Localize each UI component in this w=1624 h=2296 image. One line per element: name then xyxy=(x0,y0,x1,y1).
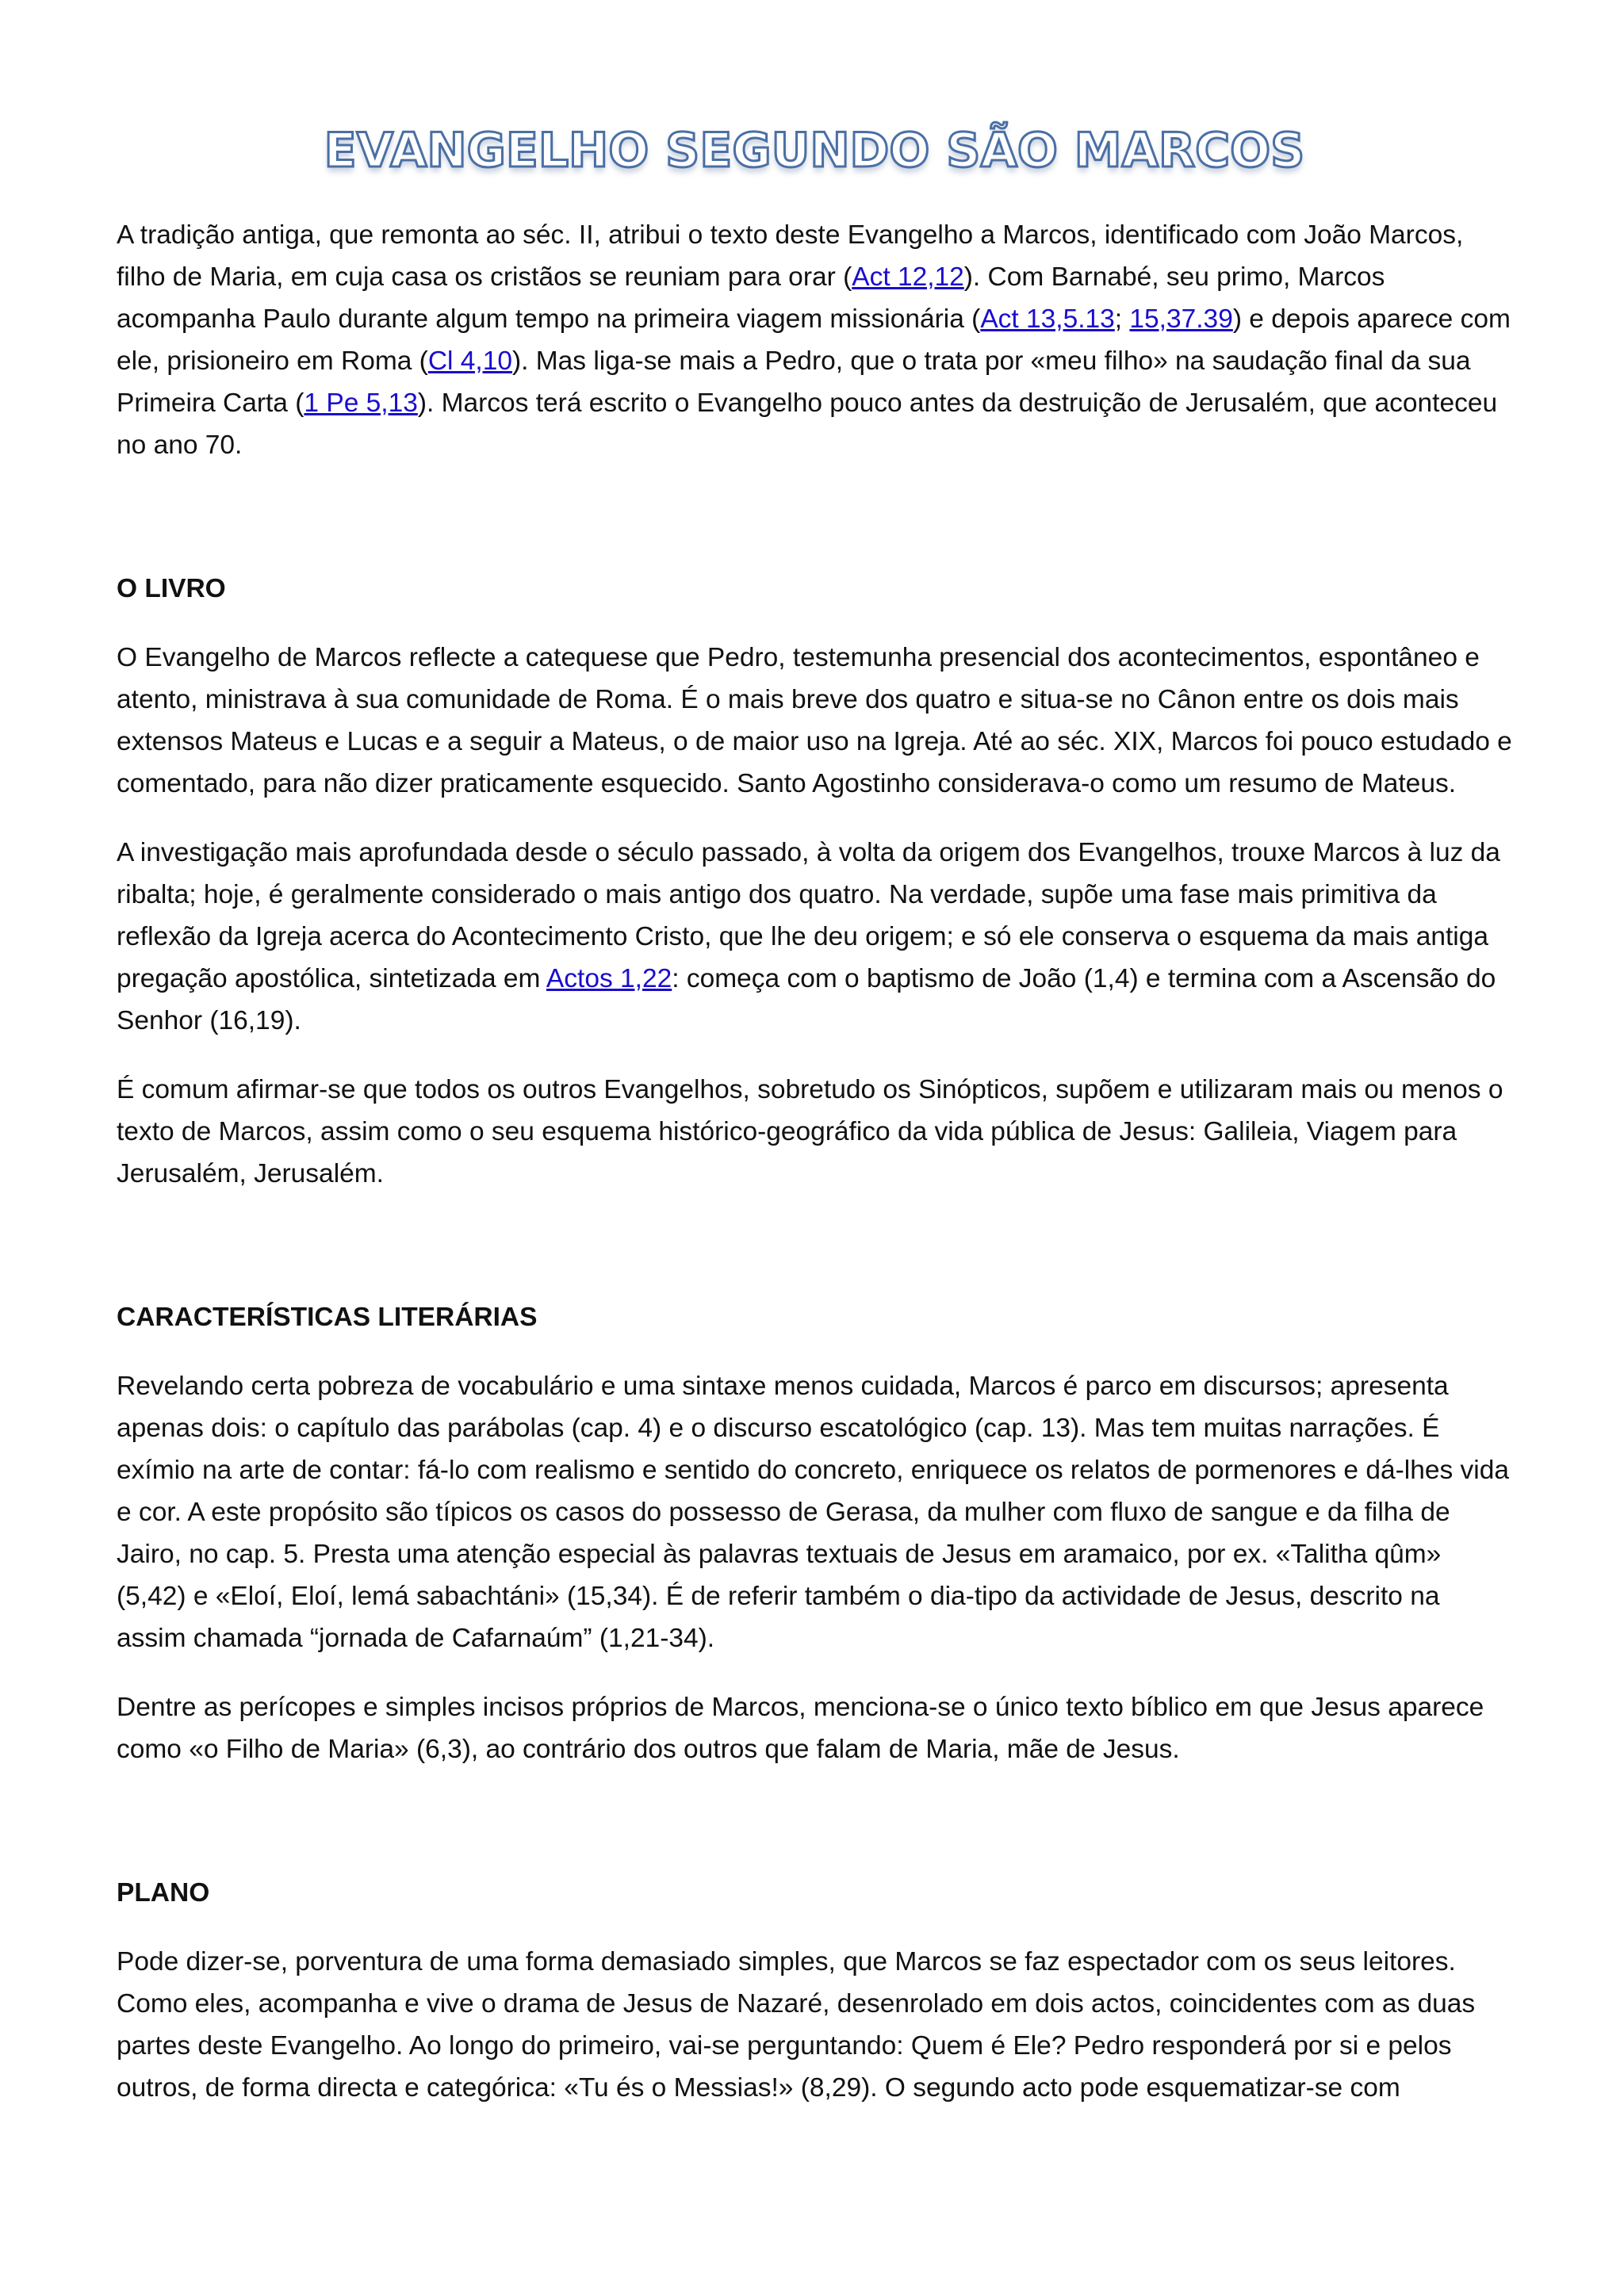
intro-paragraph xyxy=(117,214,1512,466)
livro-p2-text-2: : começa com o baptismo de João (1,4) e termina com a Ascensão do Senhor (16,19). xyxy=(117,964,1496,1035)
livro-paragraph-1: O Evangelho de Marcos reflecte a catequese que Pedro, testemunha presencial dos acontecimentos, espontâneo e atento, ministrava à sua comunidade de Roma. É o mais breve dos quatro e situa-se no Cânon entre os dois mais extensos Mateus e Lucas e a seguir a Mateus, o de maior uso na Igreja. Até ao séc. XIX, Marcos foi pouco estudado e comentado, para não dizer praticamente esquecido. Santo Agostinho considerava-o como um resumo de Mateus. xyxy=(117,643,1512,798)
link-15-37-39[interactable]: 15,37.39 xyxy=(1129,304,1233,334)
plano-paragraph-1: Pode dizer-se, porventura de uma forma demasiado simples, que Marcos se faz espectador com os seus leitores. Como eles, acompanha e vive o drama de Jesus de Nazaré, desenrolado em dois actos, coincidentes com as duas partes deste Evangelho. Ao longo do primeiro, vai-se perguntando: Quem é Ele? Pedro responderá por si e pelos outros, de forma directa e categórica: «Tu és o Messias!» (8,29). O segundo acto pode esquematizar-se com xyxy=(117,1947,1476,2103)
caracteristicas-paragraph-2: Dentre as perícopes e simples incisos próprios de Marcos, menciona-se o único texto bíblico em que Jesus aparece como «o Filho de Maria» (6,3), ao contrário dos outros que falam de Maria, mãe de Jesus. xyxy=(117,1693,1484,1764)
link-act-12-12[interactable]: Act 12,12 xyxy=(852,262,964,292)
intro-text-2: ). Com Barnabé, seu primo, Marcos acompanha Paulo durante algum tempo na primeira viagem missionária ( xyxy=(117,262,1385,334)
intro-text-5: ). Mas liga-se mais a Pedro, que o trata por «meu filho» na saudação final da sua Primeira Carta ( xyxy=(117,346,1471,418)
section-heading-livro: O LIVRO xyxy=(117,574,226,603)
intro-text-3: ; xyxy=(1114,304,1130,334)
livro-p2-text-1: A investigação mais aprofundada desde o século passado, à volta da origem dos Evangelhos, trouxe Marcos à luz da ribalta; hoje, é geralmente considerado o mais antigo dos quatro. Na verdade, supõe uma fase mais primitiva da reflexão da Igreja acerca do Acontecimento Cristo, que lhe deu origem; e só ele conserva o esquema da mais antiga pregação apostólica, sintetizada em xyxy=(117,838,1500,993)
link-actos-1-22[interactable]: Actos 1,22 xyxy=(546,964,672,993)
section-heading-caracteristicas: CARACTERÍSTICAS LITERÁRIAS xyxy=(117,1303,538,1332)
link-1-pe-5-13[interactable]: 1 Pe 5,13 xyxy=(304,388,418,418)
livro-paragraph-3: É comum afirmar-se que todos os outros Evangelhos, sobretudo os Sinópticos, supõem e utilizaram mais ou menos o texto de Marcos, assim como o seu esquema histórico-geográfico da vida pública de Jesus: Galileia, Viagem para Jerusalém, Jerusalém. xyxy=(117,1075,1503,1188)
section-heading-plano: PLANO xyxy=(117,1878,210,1908)
intro-text-6: ). Marcos terá escrito o Evangelho pouco antes da destruição de Jerusalém, que aconteceu no ano 70. xyxy=(117,388,1498,460)
document-title: EVANGELHO SEGUNDO SÃO MARCOS xyxy=(324,123,1305,178)
document-page xyxy=(117,119,1512,2136)
livro-paragraph-2 xyxy=(117,832,1512,1042)
caracteristicas-paragraph-1: Revelando certa pobreza de vocabulário e uma sintaxe menos cuidada, Marcos é parco em discursos; apresenta apenas dois: o capítulo das parábolas (cap. 4) e o discurso escatológico (cap. 13). Mas tem muitas narrações. É exímio na arte de contar: fá-lo com realismo e sentido do concreto, enriquece os relatos de pormenores e dá-lhes vida e cor. A este propósito são típicos os casos do possesso de Gerasa, da mulher com fluxo de sangue e da filha de Jairo, no cap. 5. Presta uma atenção especial às palavras textuais de Jesus em aramaico, por ex. «Talitha qûm» (5,42) e «Eloí, Eloí, lemá sabachtáni» (15,34). É de referir também o dia-tipo da actividade de Jesus, descrito na assim chamada “jornada de Cafarnaúm” (1,21-34). xyxy=(117,1372,1509,1653)
link-cl-4-10[interactable]: Cl 4,10 xyxy=(427,346,512,376)
link-act-13-5-13[interactable]: Act 13,5.13 xyxy=(980,304,1115,334)
intro-text-1: A tradição antiga, que remonta ao séc. II, atribui o texto deste Evangelho a Marcos, identificado com João Marcos, filho de Maria, em cuja casa os cristãos se reuniam para orar ( xyxy=(117,220,1464,292)
intro-text-4: ) e depois aparece com ele, prisioneiro em Roma ( xyxy=(117,304,1511,376)
